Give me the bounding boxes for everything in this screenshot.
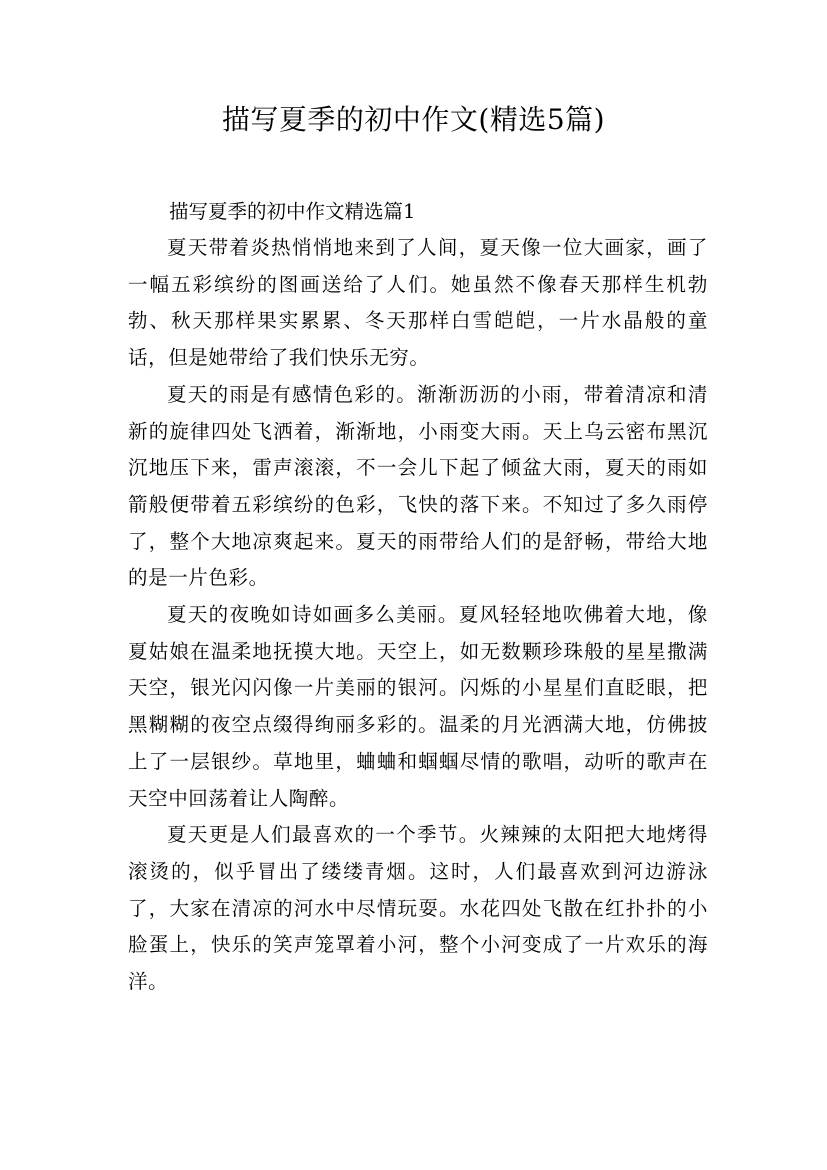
paragraph: 夏天带着炎热悄悄地来到了人间，夏天像一位大画家，画了一幅五彩缤纷的图画送给了人们。她虽然不像春天那样生机勃勃、秋天那样果实累累、冬天那样白雪皑皑，一片水晶般的童话，但是她带给了我们快乐无穷。 [128, 236, 708, 370]
section-heading: 描写夏季的初中作文精选篇1 [169, 200, 416, 223]
paragraph: 夏天的雨是有感情色彩的。渐渐沥沥的小雨，带着清凉和清新的旋律四处飞洒着，渐渐地，小雨变大雨。天上乌云密布黑沉沉地压下来，雷声滚滚，不一会儿下起了倾盆大雨，夏天的雨如箭般便带着五彩缤纷的色彩，飞快的落下来。不知过了多久雨停了，整个大地凉爽起来。夏天的雨带给人们的是舒畅，带给大地的是一片色彩。 [128, 382, 708, 590]
essay-body [128, 230, 708, 1001]
document-title: 描写夏季的初中作文(精选5篇) [221, 103, 606, 136]
paragraph: 夏天更是人们最喜欢的一个季节。火辣辣的太阳把大地烤得滚烫的，似乎冒出了缕缕青烟。这时，人们最喜欢到河边游泳了，大家在清凉的河水中尽情玩耍。水花四处飞散在红扑扑的小脸蛋上，快乐的笑声笼罩着小河，整个小河变成了一片欢乐的海洋。 [128, 823, 708, 994]
paragraph: 夏天的夜晚如诗如画多么美丽。夏风轻轻地吹佛着大地，像夏姑娘在温柔地抚摸大地。天空上，如无数颗珍珠般的星星撒满天空，银光闪闪像一片美丽的银河。闪烁的小星星们直眨眼，把黑糊糊的夜空点缀得绚丽多彩的。温柔的月光洒满大地，仿佛披上了一层银纱。草地里，蛐蛐和蝈蝈尽情的歌唱，动听的歌声在天空中回荡着让人陶醉。 [128, 603, 708, 810]
